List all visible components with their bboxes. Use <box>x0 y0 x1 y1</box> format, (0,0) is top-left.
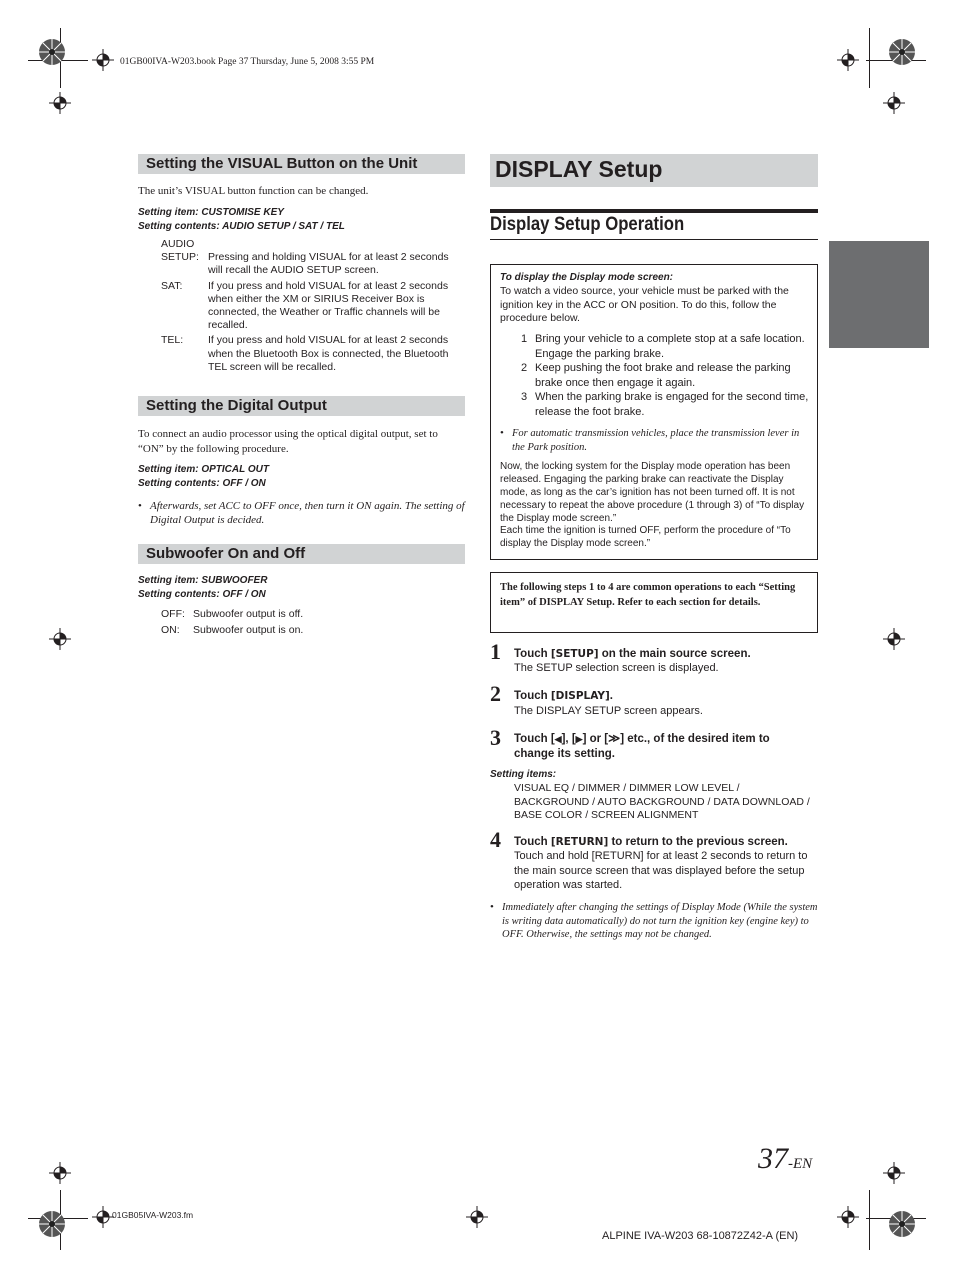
heading-digital-output: Setting the Digital Output <box>138 396 465 416</box>
option-desc: If you press and hold VISUAL for at least 2 seconds when the Bluetooth Box is connected, the Bluetooth TEL screen will be recalled. <box>208 334 449 373</box>
info-step-number: 1 <box>521 333 528 345</box>
option-sat <box>161 280 461 333</box>
visual-setting-item: Setting item: CUSTOMISE KEY <box>138 207 284 218</box>
option-off <box>161 607 461 622</box>
step-number: 1 <box>490 639 501 664</box>
step-text: Touch <box>514 690 551 702</box>
subwoofer-options-list <box>161 607 461 639</box>
bullet-icon: • <box>490 901 494 913</box>
bullet-icon: • <box>138 500 142 512</box>
digital-intro: To connect an audio processor using the optical digital output, set to “ON” by the following procedure. <box>138 428 438 455</box>
registration-crosshair-icon <box>92 49 114 71</box>
option-term: AUDIO <box>161 238 195 250</box>
info-step-text: When the parking brake is engaged for the second time, release the foot brake. <box>535 391 809 418</box>
step-1-body: The SETUP selection screen is displayed. <box>514 662 719 674</box>
step-number: 3 <box>490 725 501 750</box>
color-registration-rose-icon <box>888 1210 916 1238</box>
right-arrow-icon: ▶ <box>575 734 583 744</box>
option-desc: Subwoofer output is on. <box>193 624 304 636</box>
registration-crosshair-icon <box>837 49 859 71</box>
info-step-text: Keep pushing the foot brake and release the parking brake once then engage it again. <box>535 362 791 389</box>
step-text: ], [ <box>561 733 576 745</box>
page-number-suffix: -EN <box>788 1156 813 1172</box>
footer-model: ALPINE IVA-W203 68-10872Z42-A (EN) <box>602 1230 799 1242</box>
visual-intro: The unit’s VISUAL button function can be changed. <box>138 185 369 197</box>
step-text: change its setting. <box>514 748 615 760</box>
info-step <box>521 361 811 390</box>
print-header: 01GB00IVA-W203.book Page 37 Thursday, June 5, 2008 3:55 PM <box>120 57 375 67</box>
color-registration-rose-icon <box>38 1210 66 1238</box>
common-operations-box <box>490 572 818 633</box>
visual-options-list <box>161 238 461 375</box>
option-tel <box>161 334 461 374</box>
step-text: . <box>609 690 613 702</box>
page-number-digits: 37 <box>758 1142 788 1175</box>
step-2-title <box>514 689 613 704</box>
section-side-tab <box>829 241 929 348</box>
heading-subwoofer: Subwoofer On and Off <box>138 544 465 564</box>
setup-key-label: [SETUP] <box>550 648 599 660</box>
step-1-title <box>514 647 751 662</box>
step-number: 4 <box>490 827 501 852</box>
subwoofer-setting-contents: Setting contents: OFF / ON <box>138 589 266 600</box>
option-term: OFF: <box>161 608 185 620</box>
left-arrow-icon: ◀ <box>554 734 562 744</box>
registration-crosshair-icon <box>466 1206 488 1228</box>
step-4-body: Touch and hold [RETURN] for at least 2 seconds to return to the main source screen that was displayed before the setup operation was started. <box>514 850 808 891</box>
registration-crosshair-icon <box>837 1206 859 1228</box>
option-term: SETUP: <box>161 251 199 264</box>
digital-setting-item: Setting item: OPTICAL OUT <box>138 464 269 475</box>
color-registration-rose-icon <box>888 38 916 66</box>
info-step-text: Bring your vehicle to a complete stop at a safe location. Engage the parking brake. <box>535 333 805 360</box>
info-box-intro: To watch a video source, your vehicle must be parked with the ignition key in the ACC or ON position. To do this, follow the procedure below. <box>500 285 789 324</box>
info-box-note: For automatic transmission vehicles, place the transmission lever in the Park position. <box>512 428 800 453</box>
option-desc: Subwoofer output is off. <box>193 608 304 620</box>
step-3-title <box>514 732 814 762</box>
step-text: Touch [ <box>514 733 555 745</box>
section-subtitle: Display Setup Operation <box>490 214 685 235</box>
visual-setting-contents: Setting contents: AUDIO SETUP / SAT / TEL <box>138 221 345 232</box>
return-key-label: [RETURN] <box>550 836 609 848</box>
setting-items-label: Setting items: <box>490 769 557 780</box>
info-box-heading: To display the Display mode screen: <box>500 272 674 283</box>
heading-visual-button: Setting the VISUAL Button on the Unit <box>138 154 465 174</box>
option-audio-setup <box>161 238 461 278</box>
digital-note: Afterwards, set ACC to OFF once, then turn it ON again. The setting of Digital Output is decided. <box>150 500 465 526</box>
final-note: Immediately after changing the settings of Display Mode (While the system is writing data automatically) do not turn the ignition key (engine key) to OFF. Otherwise, the settings may not be changed. <box>502 902 818 940</box>
display-key-label: [DISPLAY] <box>550 690 610 702</box>
option-desc: If you press and hold VISUAL for at least 2 seconds when either the XM or SIRIUS Receiver Box is connected, the Weather or Traffic channels will be recalled. <box>208 279 449 332</box>
step-2-body: The DISPLAY SETUP screen appears. <box>514 705 703 717</box>
subwoofer-setting-item: Setting item: SUBWOOFER <box>138 575 268 586</box>
step-text: to return to the previous screen. <box>608 836 788 848</box>
page-title: DISPLAY Setup <box>490 154 818 187</box>
step-text: ] or [ <box>582 733 609 745</box>
registration-crosshair-icon <box>883 92 905 114</box>
registration-crosshair-icon <box>883 628 905 650</box>
step-4-title <box>514 835 788 850</box>
display-mode-info-box <box>490 264 818 560</box>
subtitle-rule-bottom <box>490 239 818 240</box>
option-term: TEL: <box>161 334 184 347</box>
step-text: on the main source screen. <box>598 648 751 660</box>
registration-crosshair-icon <box>49 1162 71 1184</box>
step-text: Touch <box>514 836 551 848</box>
setting-items-list: VISUAL EQ / DIMMER / DIMMER LOW LEVEL / BACKGROUND / AUTO BACKGROUND / DATA DOWNLOAD / BASE COLOR / SCREEN ALIGNMENT <box>514 782 810 821</box>
option-term: ON: <box>161 624 180 636</box>
option-on <box>161 623 461 638</box>
print-footer-file: 01GB05IVA-W203.fm <box>112 1210 194 1220</box>
step-text: ] etc., of the desired item to <box>620 733 770 745</box>
common-operations-text: The following steps 1 to 4 are common operations to each “Setting item” of DISPLAY Setup. Refer to each section for details. <box>500 582 796 608</box>
info-box-steps <box>521 332 811 419</box>
registration-crosshair-icon <box>883 1162 905 1184</box>
registration-crosshair-icon <box>49 628 71 650</box>
color-registration-rose-icon <box>38 38 66 66</box>
option-desc: Pressing and holding VISUAL for at least 2 seconds will recall the AUDIO SETUP screen. <box>208 251 449 277</box>
registration-crosshair-icon <box>92 1206 114 1228</box>
page-number <box>758 1142 812 1176</box>
info-step <box>521 390 811 419</box>
info-step-number: 2 <box>521 362 528 374</box>
registration-crosshair-icon <box>49 92 71 114</box>
option-term: SAT: <box>161 279 183 292</box>
info-box-paragraph-1: Now, the locking system for the Display mode operation has been released. Engaging the parking brake can reactivate the Display mode, as long as the car’s ignition has not been turned off. It is not necessary to repeat the above procedure (1 through 3) of “To display the Display mode screen.” <box>500 461 805 524</box>
step-text: Touch <box>514 648 551 660</box>
step-number: 2 <box>490 681 501 706</box>
info-step <box>521 332 811 361</box>
digital-setting-contents: Setting contents: OFF / ON <box>138 478 266 489</box>
info-box-paragraph-2: Each time the ignition is turned OFF, perform the procedure of “To display the Display mode screen.” <box>500 525 791 549</box>
bullet-icon: • <box>500 427 504 439</box>
info-step-number: 3 <box>521 391 528 403</box>
double-right-arrow-icon: ≫ <box>608 733 621 745</box>
